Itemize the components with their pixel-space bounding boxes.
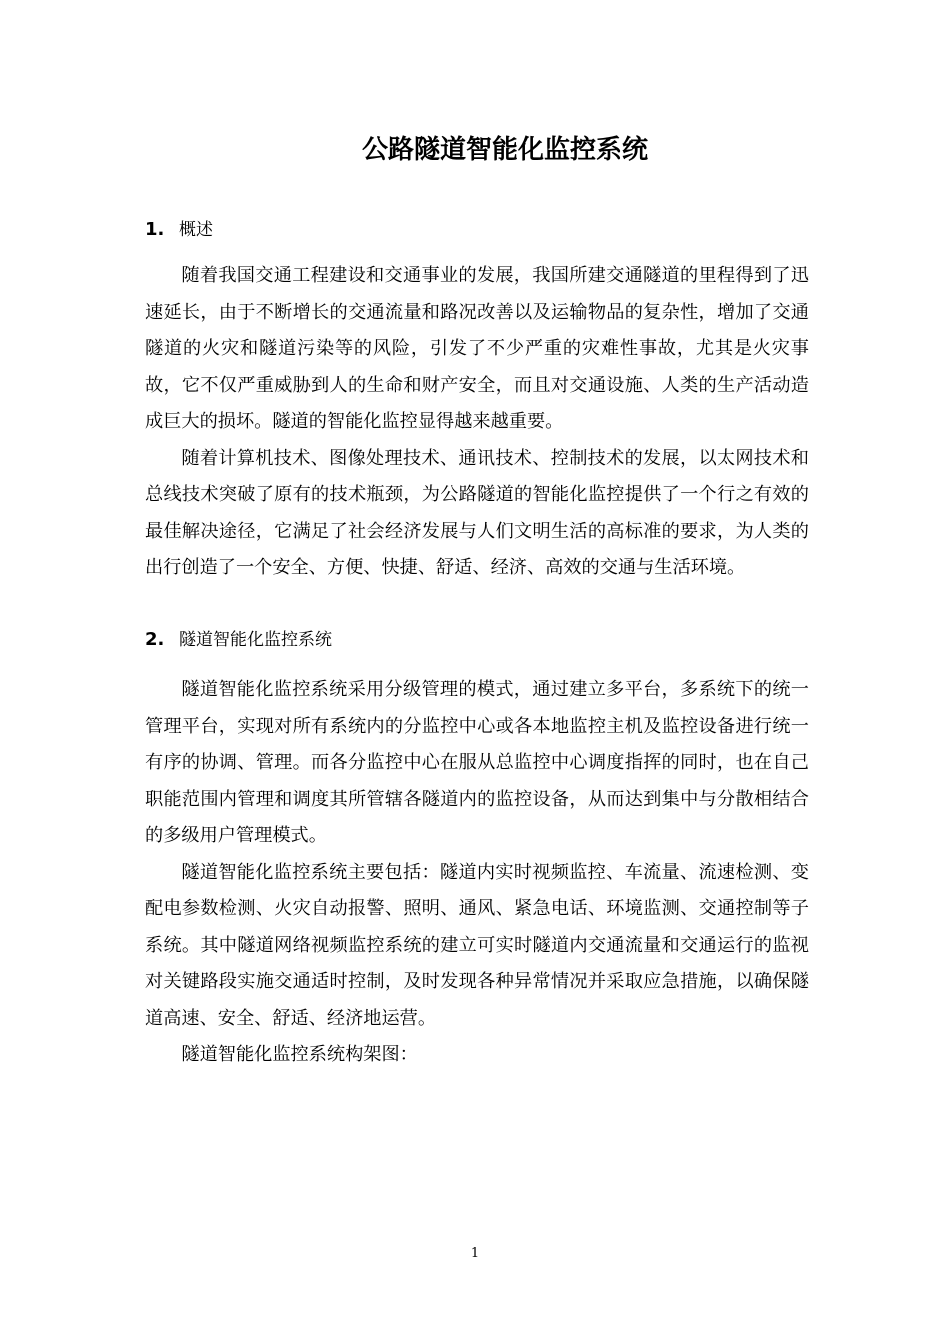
page-number: 1	[470, 1246, 480, 1261]
section-heading-text: 概述	[179, 220, 213, 240]
paragraph: 隧道智能化监控系统构架图：	[181, 1044, 418, 1065]
section-heading-text: 隧道智能化监控系统	[179, 630, 332, 650]
paragraph: 随着计算机技术、图像处理技术、通讯技术、控制技术的发展，以太网技术和总线技术突破了原有的技术瓶颈，为公路隧道的智能化监控提供了一个行之有效的最佳解决途径，它满足了社会经济发展与人们文明生活的高标准的要求，为人类的出行创造了一个安全、方便、快捷、舒适、经济、高效的交通与生活环境。	[145, 447, 809, 578]
section-tunnel-monitoring-body	[145, 672, 809, 1074]
paragraph: 随着我国交通工程建设和交通事业的发展，我国所建交通隧道的里程得到了迅速延长，由于不断增长的交通流量和路况改善以及运输物品的复杂性，增加了交通隧道的火灾和隧道污染等的风险，引发了不少严重的灾难性事故，尤其是火灾事故，它不仅严重威胁到人的生命和财产安全，而且对交通设施、人类的生产活动造成巨大的损坏。隧道的智能化监控显得越来越重要。	[145, 265, 809, 432]
section-heading-tunnel-monitoring	[145, 628, 332, 652]
document-title: 公路隧道智能化监控系统	[361, 135, 648, 165]
paragraph: 隧道智能化监控系统采用分级管理的模式，通过建立多平台，多系统下的统一管理平台，实现对所有系统内的分监控中心或各本地监控主机及监控设备进行统一有序的协调、管理。而各分监控中心在服从总监控中心调度指挥的同时，也在自己职能范围内管理和调度其所管辖各隧道内的监控设备，从而达到集中与分散相结合的多级用户管理模式。	[145, 679, 809, 846]
section-overview-body	[145, 258, 809, 587]
section-number: 2.	[145, 629, 165, 650]
section-heading-overview	[145, 218, 213, 242]
paragraph: 隧道智能化监控系统主要包括：隧道内实时视频监控、车流量、流速检测、变配电参数检测、火灾自动报警、照明、通风、紧急电话、环境监测、交通控制等子系统。其中隧道网络视频监控系统的建立可实时隧道内交通流量和交通运行的监视对关键路段实施交通适时控制，及时发现各种异常情况并采取应急措施，以确保隧道高速、安全、舒适、经济地运营。	[145, 861, 809, 1029]
section-number: 1.	[145, 219, 165, 240]
